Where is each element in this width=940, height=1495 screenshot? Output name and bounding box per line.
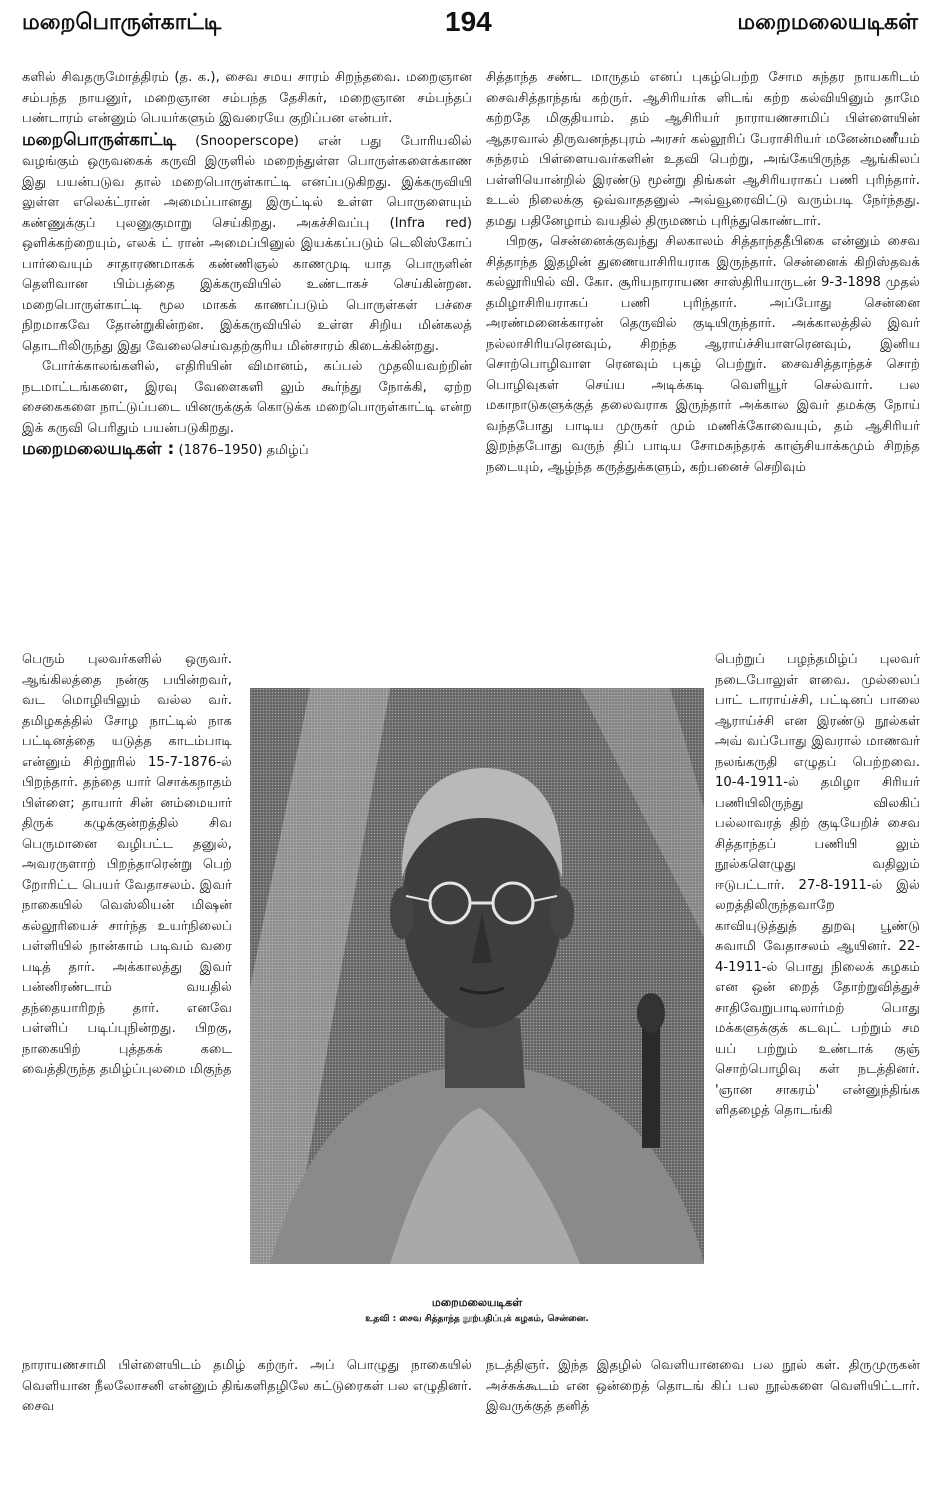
- paragraph: சித்தாந்த சண்ட மாருதம் எனப் புகழ்பெற்ற சோம சுந்தர நாயகரிடம் சைவசித்தாந்தங் கற்ருர். ஆசிரியர்க ளிடங் கற்ற கல்வியினும் தாமே கற்றதே மிகுதியாம். தம் ஆசிரியர் நாராயணசாமிப் பிள்ளையின் ஆதரவால் திருவனந்தபுரம் அரசர் கல்லூரிப் பேராசிரியர் மனேன்மணீயம் சுந்தரம் பிள்ளையவர்களின் உதவி பெற்று, அங்கேயிருந்த ஆங்கிலப் பள்ளியொன்றில் இரண்டு மூன்று திங்கள் ஆசிரியராகப் பணி புரிந்தார். உடல் நிலைக்கு ஒவ்வாததனுல் அவ்வூரைவிட்டு வரும்படி நேர்ந்தது. தமது பதினேழாம் வயதில் திருமணம் புரிந்துகொண்டார்.: [486, 70, 920, 229]
- page-number: 194: [445, 6, 492, 37]
- entry-heading: மறைமலையடிகள் :: [22, 439, 175, 459]
- photo-credit: உதவி : சைவ சித்தாந்த நூற்பதிப்புக் கழகம், சென்னை.: [365, 1314, 589, 1324]
- portrait-photo: [250, 688, 704, 1264]
- paragraph: (Snooperscope) என் பது போரியலில் வழங்கும் ஒருவகைக் கருவி இருளில் மறைந்துள்ள பொருள்களைக்காண இது பயன்படுவ தால் மறைபொருள்காட்டி எனப்படுகிறது. இக்கருவியி லுள்ள எலெக்ட்ரான் அமைப்பானது இருட்டில் உள்ள பொருளையும் கண்ணுக்குப் புலனுகுமாறு செய்கிறது. அகச்சிவப்பு (Infra red) ஒளிக்கற்றையும், எலக் ட் ரான் அமைப்பினுல் இயக்கப்படும் டெலிஸ்கோப் பார்வையும் சாதாரணமாகக் கண்ணிஞல் காணமுடி யாத பொருளின் தெளிவான பிம்பத்தை இக்கருவியில் உண்டாகச் செய்கின்றன. மறைபொருள்காட்டி மூல மாகக் காணப்படும் பொருள்கள் பச்சை நிறமாகவே தோன்றுகின்றன. இக்கருவியில் உள்ள சிறிய மின்கலத் தொடரிலிருந்து இது வேலைசெய்வதற்குரிய மின்சாரம் கிடைக்கின்றது.: [22, 133, 472, 354]
- paragraph: பிறகு, சென்னைக்குவந்து சிலகாலம் சித்தாந்ததீபிகை என்னும் சைவ சித்தாந்த இதழின் துணையாசிரியராக இருந்தார். சென்னைக் கிறிஸ்தவக் கல்லூரியில் வி. கோ. சூரியநாராயண சாஸ்திரியாருடன் 9-3-1898 முதல் தமிழாசிரியராகப் பணி புரிந்தார். அப்போது சென்னை அரண்மனைக்காரன் தெருவில் குடியிருந்தார். அக்காலத்தில் இவர் நல்லாசிரியரெனவும், சிறந்த ஆராய்ச்சியாளரெனவும், இனிய சொற்பொழிவாள ரெனவும் புகழ் பெற்றுர். சைவசித்தாந்தச் சொற் பொழிவுகள் செய்ய அடிக்கடி வெளியூர் செல்வார். பல மகாநாடுகளுக்குத் தலைவராக இருந்தார் அக்கால இவர் தமக்கு நோய் வந்தபோது பாடிய முருகர் மும் மணிக்கோவையும், தம் ஆசிரியர் இறந்தபோது வருந் திப் பாடிய சோமசுந்தரக் காஞ்சியாக்கமும் சிறந்த நடையும், ஆழ்ந்த கருத்துக்களும், கற்பனைச் செறிவும்: [486, 234, 920, 475]
- bottom-right-text: நடத்திஞர். இந்த இதழில் வெளியானவை பல நூல் கள். திருமுருகன் அச்சுக்கூடம் என ஒன்றைத் தொடங் கிப் பல நூல்களை வெளியிட்டார். இவருக்குத் தனித்: [486, 1358, 920, 1414]
- bottom-left-text: நாராயணசாமி பிள்ளையிடம் தமிழ் கற்ருர். அப் பொழுது நாகையில் வெளியான நீலலோசனி என்னும் திங்களிதழிலே கட்டுரைகள் பல எழுதினர். சைவ: [22, 1358, 472, 1414]
- running-header-right: மறைமலையடிகள்: [737, 10, 918, 35]
- narrow-left-text: பெரும் புலவர்களில் ஒருவர். ஆங்கிலத்தை நன்கு பயின்றவர், வட மொழியிலும் வல்ல வர். தமிழகத்தில் சோழ நாட்டில் நாக பட்டினத்தை யடுத்த காடம்பாடி என்னும் சிற்றூரில் 15-7-1876-ல் பிறந்தார். தந்தை யார் சொக்கநாதம் பிள்ளை; தாயார் சின் னம்மையார் திருக் கழுக்குன்றத்தில் சிவ பெருமானை வழிபட்ட தனுல், அவரருளாற் பிறந்தாரென்று பெற் றோரிட்ட பெயர் வேதாசலம். இவர் நாகையில் வெஸ்லியன் மிஷன் கல்லூரியைச் சார்ந்த உயர்நிலைப் பள்ளியில் நான்காம் படிவம் வரை படித் தார். அக்காலத்து இவர் பன்னிரண்டாம் வயதில் தந்தையாரிறந் தார். எனவே பள்ளிப் படிப்புநின்றது. பிறகு, நாகையிற் புத்தகக் கடை வைத்திருந்த தமிழ்ப்புலமை மிகுந்த: [22, 652, 232, 1077]
- paragraph: போர்க்காலங்களில், எதிரியின் விமானம், கப்பல் முதலியவற்றின் நடமாட்டங்களை, இரவு வேளைகளி லும் கூர்ந்து நோக்கி, ஏற்ற சைகைகளை நாட்டுப்படை யினருக்குக் கொடுக்க மறைபொருள்காட்டி என்ற இக் கருவி பெரிதும் பயன்படுகிறது.: [22, 359, 472, 436]
- photo-caption: மறைமலையடிகள்: [431, 1296, 523, 1309]
- entry-heading: மறைபொருள்காட்டி: [22, 129, 177, 150]
- right-column: [486, 68, 920, 478]
- running-header-left: மறைபொருள்காட்டி: [22, 10, 222, 35]
- narrow-right-text: பெற்றுப் பழந்தமிழ்ப் புலவர் நடைபோலுள் ளவை. முல்லைப் பாட் டாராய்ச்சி, பட்டினப் பாலை ஆராய்ச்சி என இரண்டு நூல்கள் அவ் வப்போது இவரால் மாணவர் நலங்கருதி எழுதப் பெற்றவை. 10-4-1911-ல் தமிழா சிரியர் பணியிலிருந்து விலகிப் பல்லாவரத் திற் குடியேறிச் சைவ சித்தாந்தப் பணியி லும் நூல்களெழுது வதிலும் ஈடுபட்டார். 27-8-1911-ல் இல் லறத்திலிருந்தவாறே காவியுடுத்துத் துறவு பூண்டு சுவாமி வேதாசலம் ஆயினர். 22-4-1911-ல் பொது நிலைக் கழகம் என ஒன் றைத் தோற்றுவித்துச் சாதிவேறுபாடிலார்மற் பொது மக்களுக்குக் கடவுட் பற்றும் சம யப் பற்றும் உண்டாக் குஞ் சொற்பொழிவு கள் நடத்தினர். 'ஞான சாகரம்' என்னுந்திங்க ளிதழைத் தொடங்கி: [715, 652, 920, 1118]
- paragraph: (1876–1950) தமிழ்ப்: [174, 443, 309, 458]
- left-column: [22, 68, 472, 462]
- paragraph: களில் சிவதருமோத்திரம் (த. க.), சைவ சமய சாரம் சிறந்தவை. மறைஞான சம்பந்த நாயனுர், மறைஞான சம்பந்த தேசிகர், மறைஞான சம்பந்தப் பண்டாரம் என்னும் பெயர்களும் இவரையே குறிப்பன என்பர்.: [22, 70, 472, 126]
